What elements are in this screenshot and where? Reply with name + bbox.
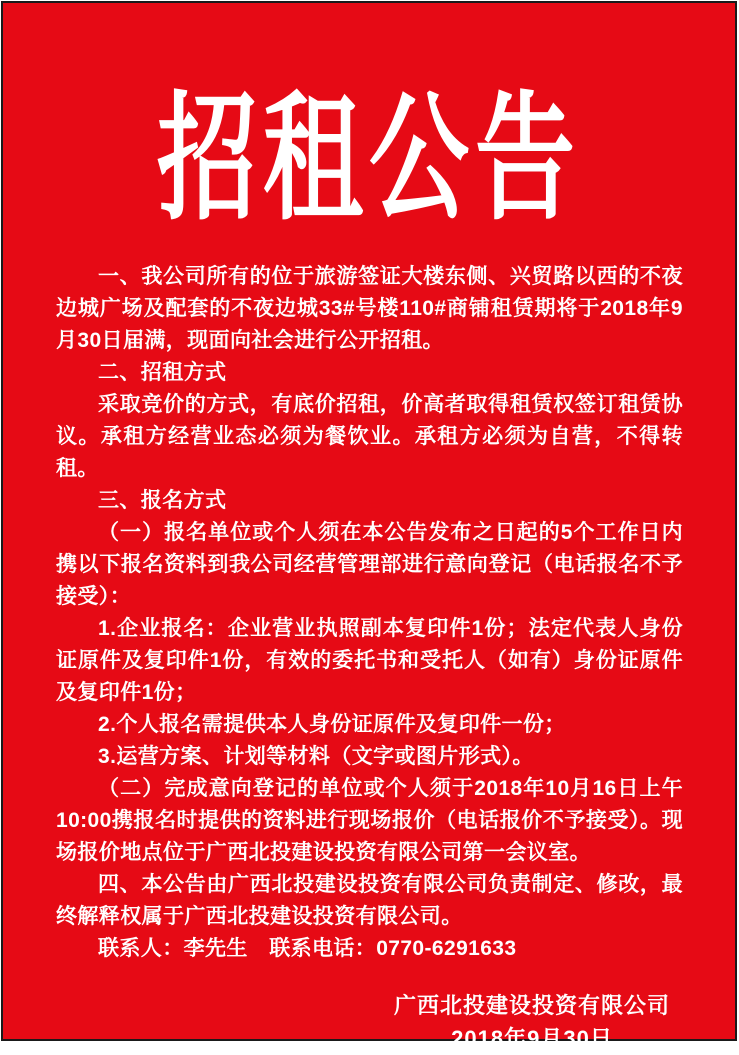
notice-poster: [1, 1, 737, 1051]
notice-paragraph-3b: （二）完成意向登记的单位或个人须于2018年10月16日上午10:00携报名时提供的资料进行现场报价（电话报价不予接受）。现场报价地点位于广西北投建设投资有限公司第一会议室。: [56, 777, 683, 864]
notice-paragraph-4: 四、本公告由广西北投建设投资有限公司负责制定、修改，最终解释权属于广西北投建设投资有限公司。: [56, 873, 683, 928]
notice-heading-3: 三、报名方式: [98, 489, 227, 512]
contact-line: 联系人：李先生 联系电话：0770-6291633: [98, 937, 517, 960]
poster-title: 招租公告: [157, 76, 581, 240]
notice-paragraph-3a: （一）报名单位或个人须在本公告发布之日起的5个工作日内携以下报名资料到我公司经营管理部进行意向登记（电话报名不予接受）：: [56, 521, 683, 608]
notice-heading-2: 二、招租方式: [98, 361, 227, 384]
notice-paragraph-1: 一、我公司所有的位于旅游签证大楼东侧、兴贸路以西的不夜边城广场及配套的不夜边城33#号楼110#商铺租赁期将于2018年9月30日届满，现面向社会进行公开招租。: [56, 265, 683, 352]
notice-item-2: 2.个人报名需提供本人身份证原件及复印件一份；: [98, 713, 566, 736]
notice-paragraph-2: 采取竞价的方式，有底价招租，价高者取得租赁权签订租赁协议。承租方经营业态必须为餐饮业。承租方必须为自营，不得转租。: [56, 393, 683, 480]
signature-date: 2018年9月30日: [451, 1026, 613, 1051]
notice-item-1: 1.企业报名：企业营业执照副本复印件1份；法定代表人身份证原件及复印件1份，有效的委托书和受托人（如有）身份证原件及复印件1份；: [56, 617, 683, 704]
signature-company: 广西北投建设投资有限公司: [393, 993, 670, 1018]
signature-block: [377, 989, 687, 1055]
notice-item-3: 3.运营方案、计划等材料（文字或图片形式）。: [98, 745, 534, 768]
notice-body: [3, 261, 735, 965]
